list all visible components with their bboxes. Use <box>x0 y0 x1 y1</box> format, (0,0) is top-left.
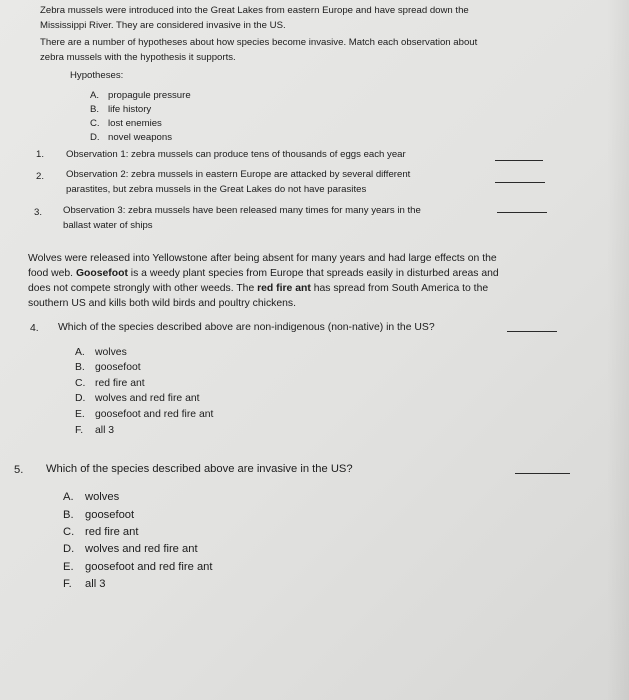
option-text: goosefoot and red fire ant <box>95 409 214 420</box>
hypothesis-letter: B. <box>90 104 100 115</box>
hypothesis-letter: D. <box>90 132 100 143</box>
option-text: red fire ant <box>95 378 145 389</box>
answer-blank-5[interactable] <box>515 473 570 474</box>
option-text: all 3 <box>85 578 106 590</box>
option-text: goosefoot and red fire ant <box>85 561 213 573</box>
option-letter: F. <box>75 425 84 436</box>
observation-number: 3. <box>34 207 43 218</box>
passage-line-4: southern US and kills both wild birds and poultry chickens. <box>28 298 296 309</box>
passage-line-1: Wolves were released into Yellowstone after being absent for many years and had large effects on the <box>28 253 497 264</box>
observation-text: Observation 1: zebra mussels can produce tens of thousands of eggs each year <box>66 149 406 160</box>
hypothesis-letter: C. <box>90 118 100 129</box>
observation-text: parastites, but zebra mussels in the Great Lakes do not have parasites <box>66 184 367 195</box>
option-text: goosefoot <box>85 509 135 521</box>
observation-number: 2. <box>36 171 45 182</box>
intro-line-3: There are a number of hypotheses about how species become invasive. Match each observation about <box>40 37 478 48</box>
option-letter: B. <box>63 509 74 521</box>
option-text: red fire ant <box>85 526 139 538</box>
intro-line-2: Mississippi River. They are considered invasive in the US. <box>40 20 286 31</box>
answer-blank-3[interactable] <box>497 212 547 213</box>
hypothesis-text: novel weapons <box>108 132 173 143</box>
hypothesis-letter: A. <box>90 90 100 101</box>
option-text: all 3 <box>95 425 115 436</box>
question-text: Which of the species described above are invasive in the US? <box>46 463 353 475</box>
option-letter: D. <box>63 543 75 555</box>
option-letter: A. <box>63 491 74 503</box>
intro-line-4: zebra mussels with the hypothesis it supports. <box>40 52 236 63</box>
hypothesis-text: lost enemies <box>108 118 162 129</box>
option-text: wolves and red fire ant <box>95 393 200 404</box>
option-letter: A. <box>75 347 85 358</box>
observation-text: Observation 2: zebra mussels in eastern Europe are attacked by several different <box>66 169 411 180</box>
answer-blank-1[interactable] <box>495 160 543 161</box>
answer-blank-2[interactable] <box>495 182 545 183</box>
option-letter: E. <box>63 561 74 573</box>
option-letter: B. <box>75 362 85 373</box>
intro-line-1: Zebra mussels were introduced into the Great Lakes from eastern Europe and have spread down the <box>40 5 469 16</box>
question-text: Which of the species described above are non-indigenous (non-native) in the US? <box>58 322 435 333</box>
option-text: wolves <box>95 347 127 358</box>
question-number: 5. <box>14 464 24 476</box>
option-letter: C. <box>63 526 75 538</box>
option-text: wolves <box>85 491 120 503</box>
observation-text: ballast water of ships <box>63 220 153 231</box>
option-text: wolves and red fire ant <box>85 543 198 555</box>
hypotheses-heading: Hypotheses: <box>70 70 124 81</box>
observation-number: 1. <box>36 149 45 160</box>
option-letter: E. <box>75 409 85 420</box>
page-shadow <box>607 0 629 700</box>
answer-blank-4[interactable] <box>507 331 557 332</box>
option-letter: F. <box>63 578 72 590</box>
question-number: 4. <box>30 323 39 334</box>
observation-text: Observation 3: zebra mussels have been released many times for many years in the <box>63 205 421 216</box>
passage-line-2: food web. Goosefoot is a weedy plant species from Europe that spreads easily in disturbed areas and <box>28 268 499 279</box>
passage-line-3: does not compete strongly with other weeds. The red fire ant has spread from South America to the <box>28 283 489 294</box>
option-letter: D. <box>75 393 86 404</box>
hypothesis-text: propagule pressure <box>108 90 191 101</box>
option-text: goosefoot <box>95 362 141 373</box>
option-letter: C. <box>75 378 86 389</box>
hypothesis-text: life history <box>108 104 152 115</box>
